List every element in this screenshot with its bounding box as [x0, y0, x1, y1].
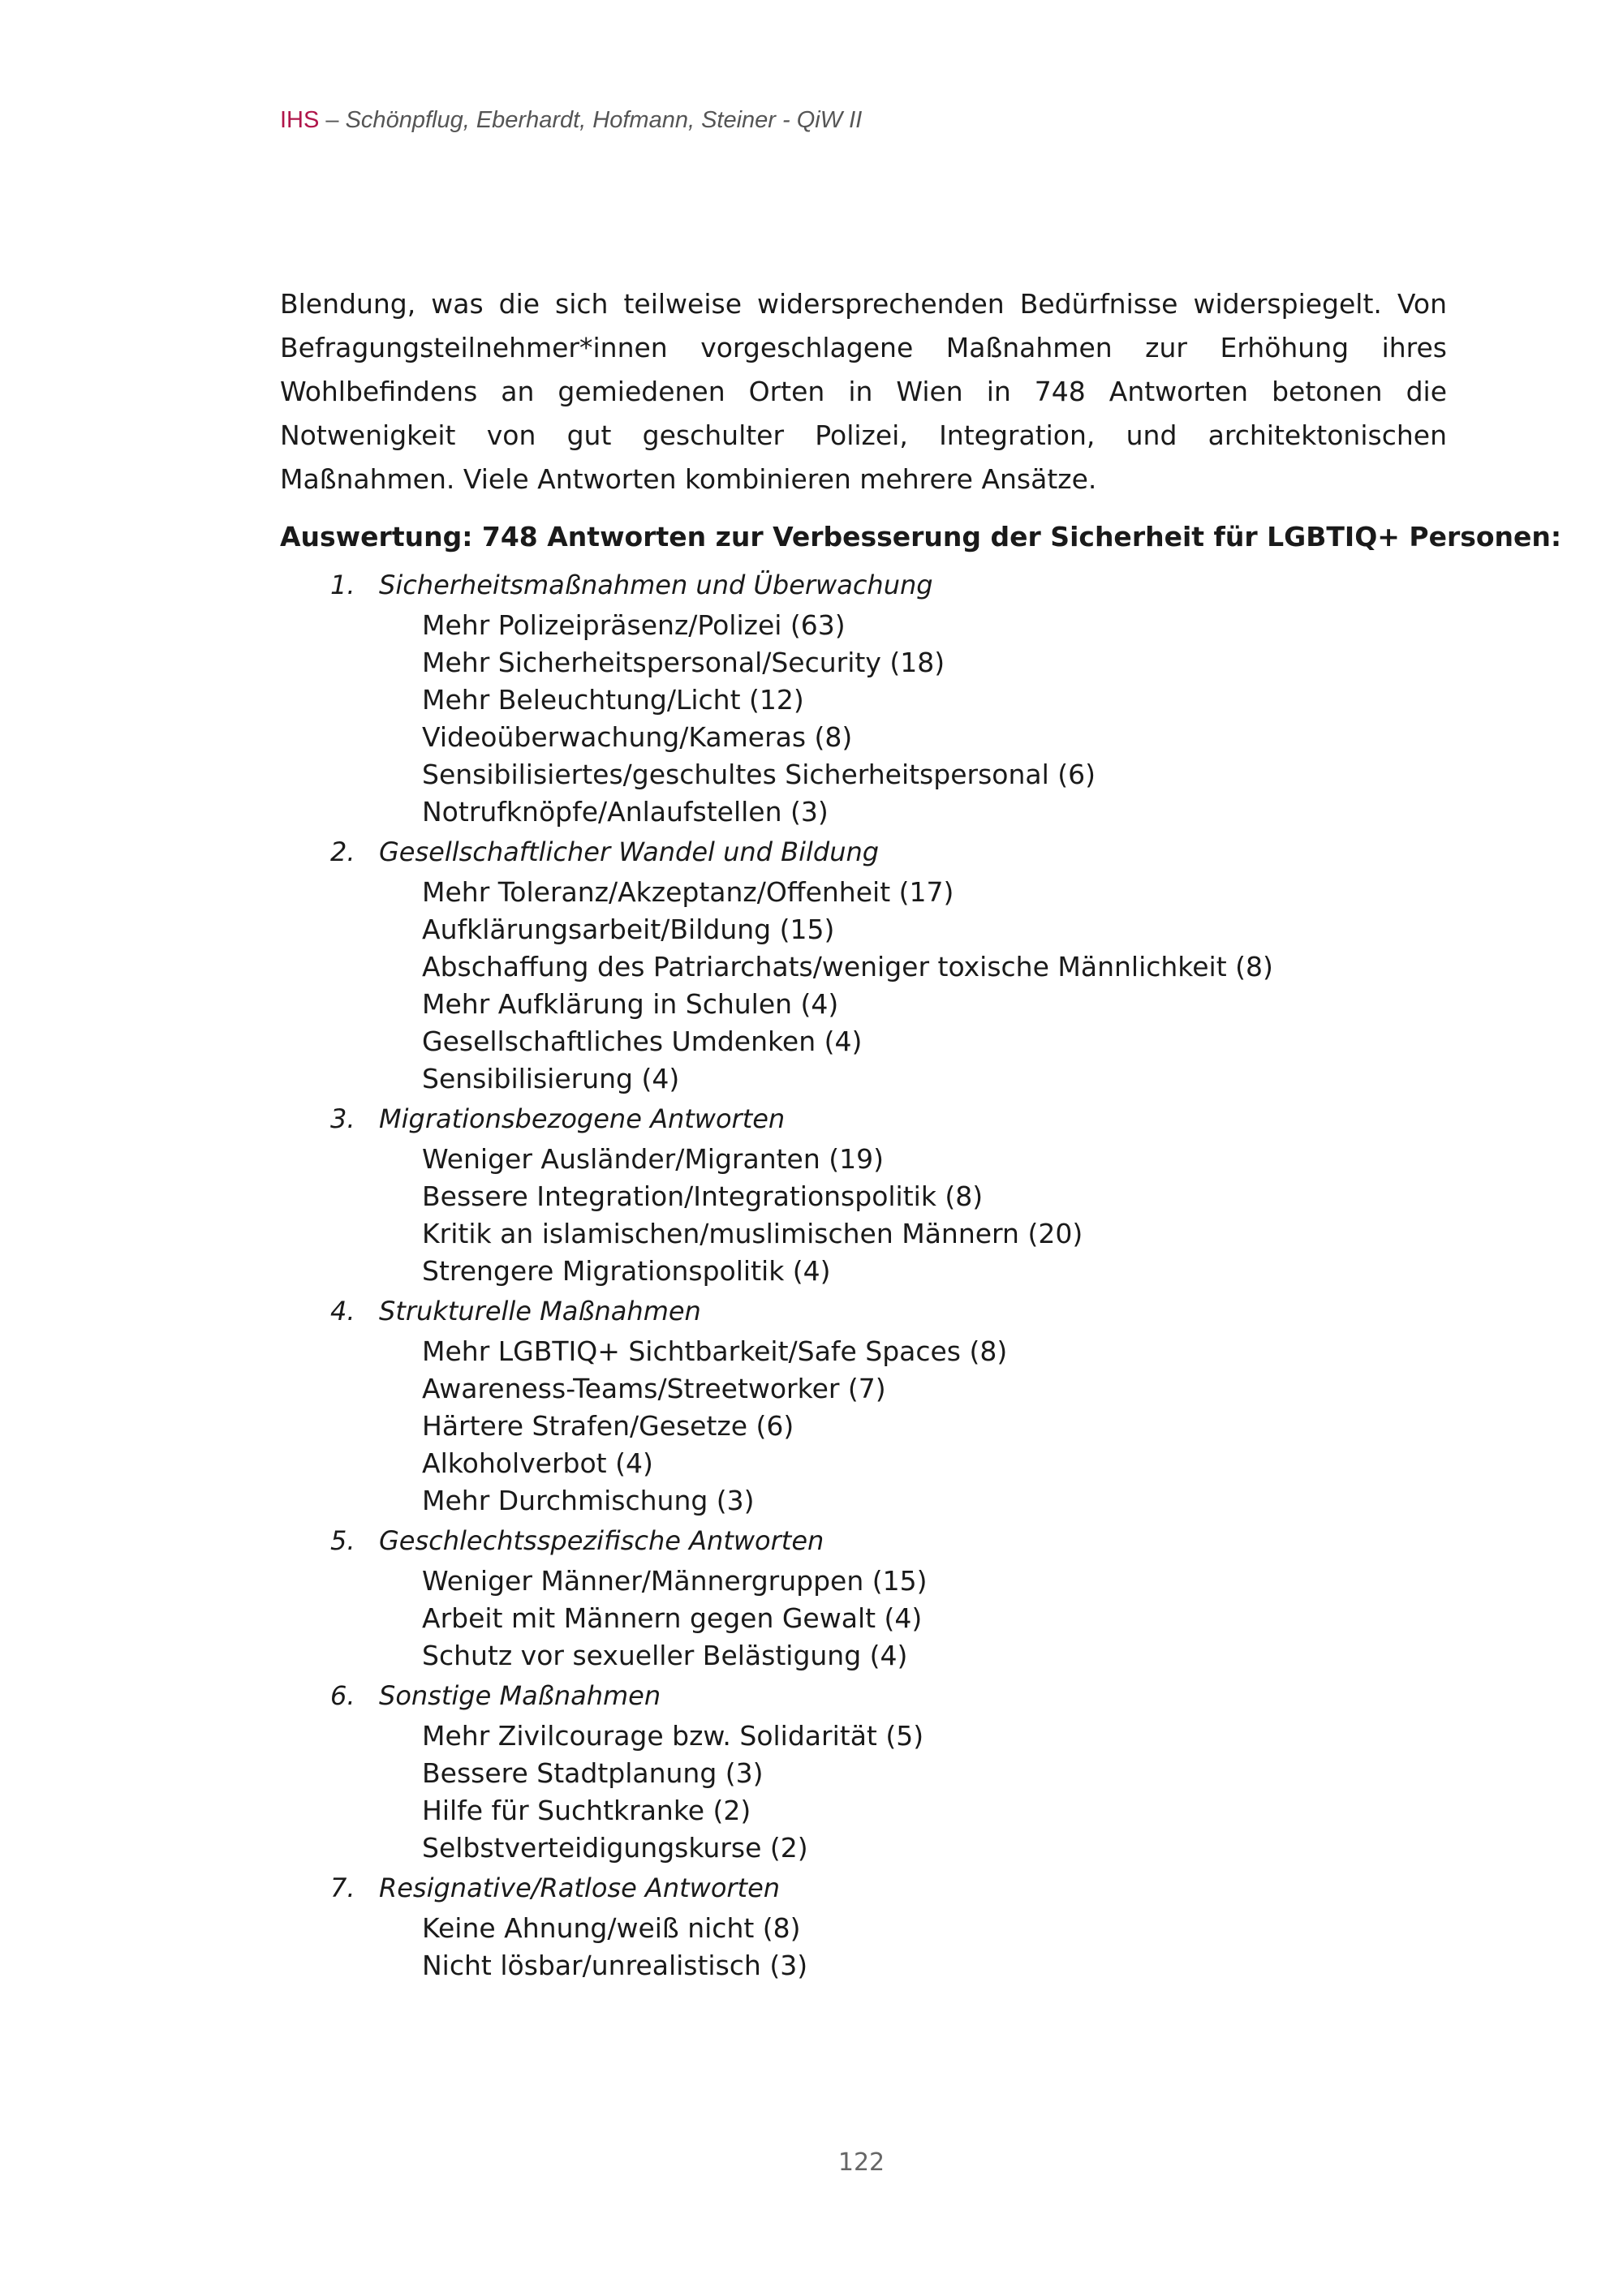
group-number: 7. — [330, 1872, 355, 1903]
evaluation-list — [280, 564, 1449, 1984]
group-label: Gesellschaftlicher Wandel und Bildung — [379, 836, 880, 867]
list-group — [280, 1867, 1449, 1984]
group-items — [280, 1718, 1449, 1867]
list-item: Mehr Aufklärung in Schulen (4) — [422, 988, 839, 1020]
page-number: 122 — [837, 2148, 885, 2177]
list-item: Strengere Migrationspolitik (4) — [422, 1255, 831, 1287]
group-label: Geschlechtsspezifische Antworten — [379, 1525, 824, 1556]
list-item: Bessere Integration/Integrationspolitik (8) — [422, 1180, 984, 1212]
list-item: Notrufknöpfe/Anlaufstellen (3) — [422, 796, 829, 828]
list-item: Arbeit mit Männern gegen Gewalt (4) — [422, 1602, 923, 1634]
list-item: Awareness-Teams/Streetworker (7) — [422, 1373, 886, 1404]
group-title — [280, 1520, 1449, 1563]
group-title — [280, 1290, 1449, 1333]
group-label: Resignative/Ratlose Antworten — [379, 1872, 781, 1903]
group-number: 6. — [330, 1680, 355, 1711]
group-number: 5. — [330, 1525, 355, 1556]
list-item: Gesellschaftliches Umdenken (4) — [422, 1025, 863, 1057]
list-item: Mehr Sicherheitspersonal/Security (18) — [422, 647, 945, 678]
list-group — [280, 564, 1449, 831]
group-items — [280, 874, 1449, 1098]
list-item: Abschaffung des Patriarchats/weniger toxische Männlichkeit (8) — [422, 951, 1273, 982]
group-label: Sonstige Maßnahmen — [379, 1680, 661, 1711]
list-item: Mehr LGBTIQ+ Sichtbarkeit/Safe Spaces (8) — [422, 1335, 1008, 1367]
list-item: Weniger Ausländer/Migranten (19) — [422, 1143, 884, 1175]
list-item: Nicht lösbar/unrealistisch (3) — [422, 1950, 808, 1981]
list-item: Hilfe für Suchtkranke (2) — [422, 1795, 751, 1826]
header-separator: – — [319, 107, 346, 133]
list-item: Keine Ahnung/weiß nicht (8) — [422, 1912, 801, 1944]
list-item: Alkoholverbot (4) — [422, 1447, 653, 1479]
group-title — [280, 1867, 1449, 1910]
intro-paragraph: Blendung, was die sich teilweise widersprechenden Bedürfnisse widerspiegelt. Von Befragungsteilnehmer*innen vorgeschlagene Maßnahmen zur Erhöhung ihres Wohlbefindens an gemiedenen Orten in Wien in 748 Antworten betonen die Notwenigkeit von gut geschulter Polizei, Integration, und architektonischen Maßnahmen. Viele Antworten kombinieren mehrere Ansätze. — [280, 288, 1447, 495]
list-item: Kritik an islamischen/muslimischen Männern (20) — [422, 1218, 1083, 1249]
group-number: 1. — [330, 570, 355, 600]
list-item: Selbstverteidigungskurse (2) — [422, 1832, 808, 1864]
list-item: Schutz vor sexueller Belästigung (4) — [422, 1640, 908, 1671]
group-label: Strukturelle Maßnahmen — [379, 1296, 701, 1326]
section-heading: Auswertung: 748 Antworten zur Verbesserung der Sicherheit für LGBTIQ+ Personen: — [280, 521, 1562, 553]
list-item: Mehr Beleuchtung/Licht (12) — [422, 684, 804, 716]
list-group — [280, 1290, 1449, 1520]
group-title — [280, 564, 1449, 607]
group-label: Sicherheitsmaßnahmen und Überwachung — [379, 570, 933, 600]
list-group — [280, 1098, 1449, 1290]
list-item: Weniger Männer/Männergruppen (15) — [422, 1565, 928, 1597]
list-item: Mehr Durchmischung (3) — [422, 1485, 755, 1516]
list-item: Bessere Stadtplanung (3) — [422, 1757, 764, 1789]
group-title — [280, 831, 1449, 874]
list-item: Aufklärungsarbeit/Bildung (15) — [422, 914, 835, 945]
group-items — [280, 1563, 1449, 1675]
header-org: IHS — [280, 107, 320, 133]
group-number: 3. — [330, 1103, 355, 1134]
list-item: Härtere Strafen/Gesetze (6) — [422, 1410, 794, 1442]
list-group — [280, 1520, 1449, 1675]
group-title — [280, 1675, 1449, 1718]
list-group — [280, 831, 1449, 1098]
list-group — [280, 1675, 1449, 1867]
list-item: Sensibilisierung (4) — [422, 1063, 680, 1094]
list-item: Mehr Toleranz/Akzeptanz/Offenheit (17) — [422, 876, 954, 908]
group-items — [280, 607, 1449, 831]
group-items — [280, 1910, 1449, 1984]
list-item: Mehr Polizeipräsenz/Polizei (63) — [422, 609, 846, 641]
group-items — [280, 1333, 1449, 1520]
group-number: 2. — [330, 836, 355, 867]
list-item: Sensibilisiertes/geschultes Sicherheitspersonal (6) — [422, 759, 1096, 790]
list-item: Mehr Zivilcourage bzw. Solidarität (5) — [422, 1720, 924, 1752]
running-header — [280, 107, 862, 134]
header-authors: Schönpflug, Eberhardt, Hofmann, Steiner - QiW II — [345, 107, 863, 133]
group-items — [280, 1141, 1449, 1290]
group-number: 4. — [330, 1296, 355, 1326]
group-label: Migrationsbezogene Antworten — [379, 1103, 786, 1134]
list-item: Videoüberwachung/Kameras (8) — [422, 721, 853, 753]
group-title — [280, 1098, 1449, 1141]
